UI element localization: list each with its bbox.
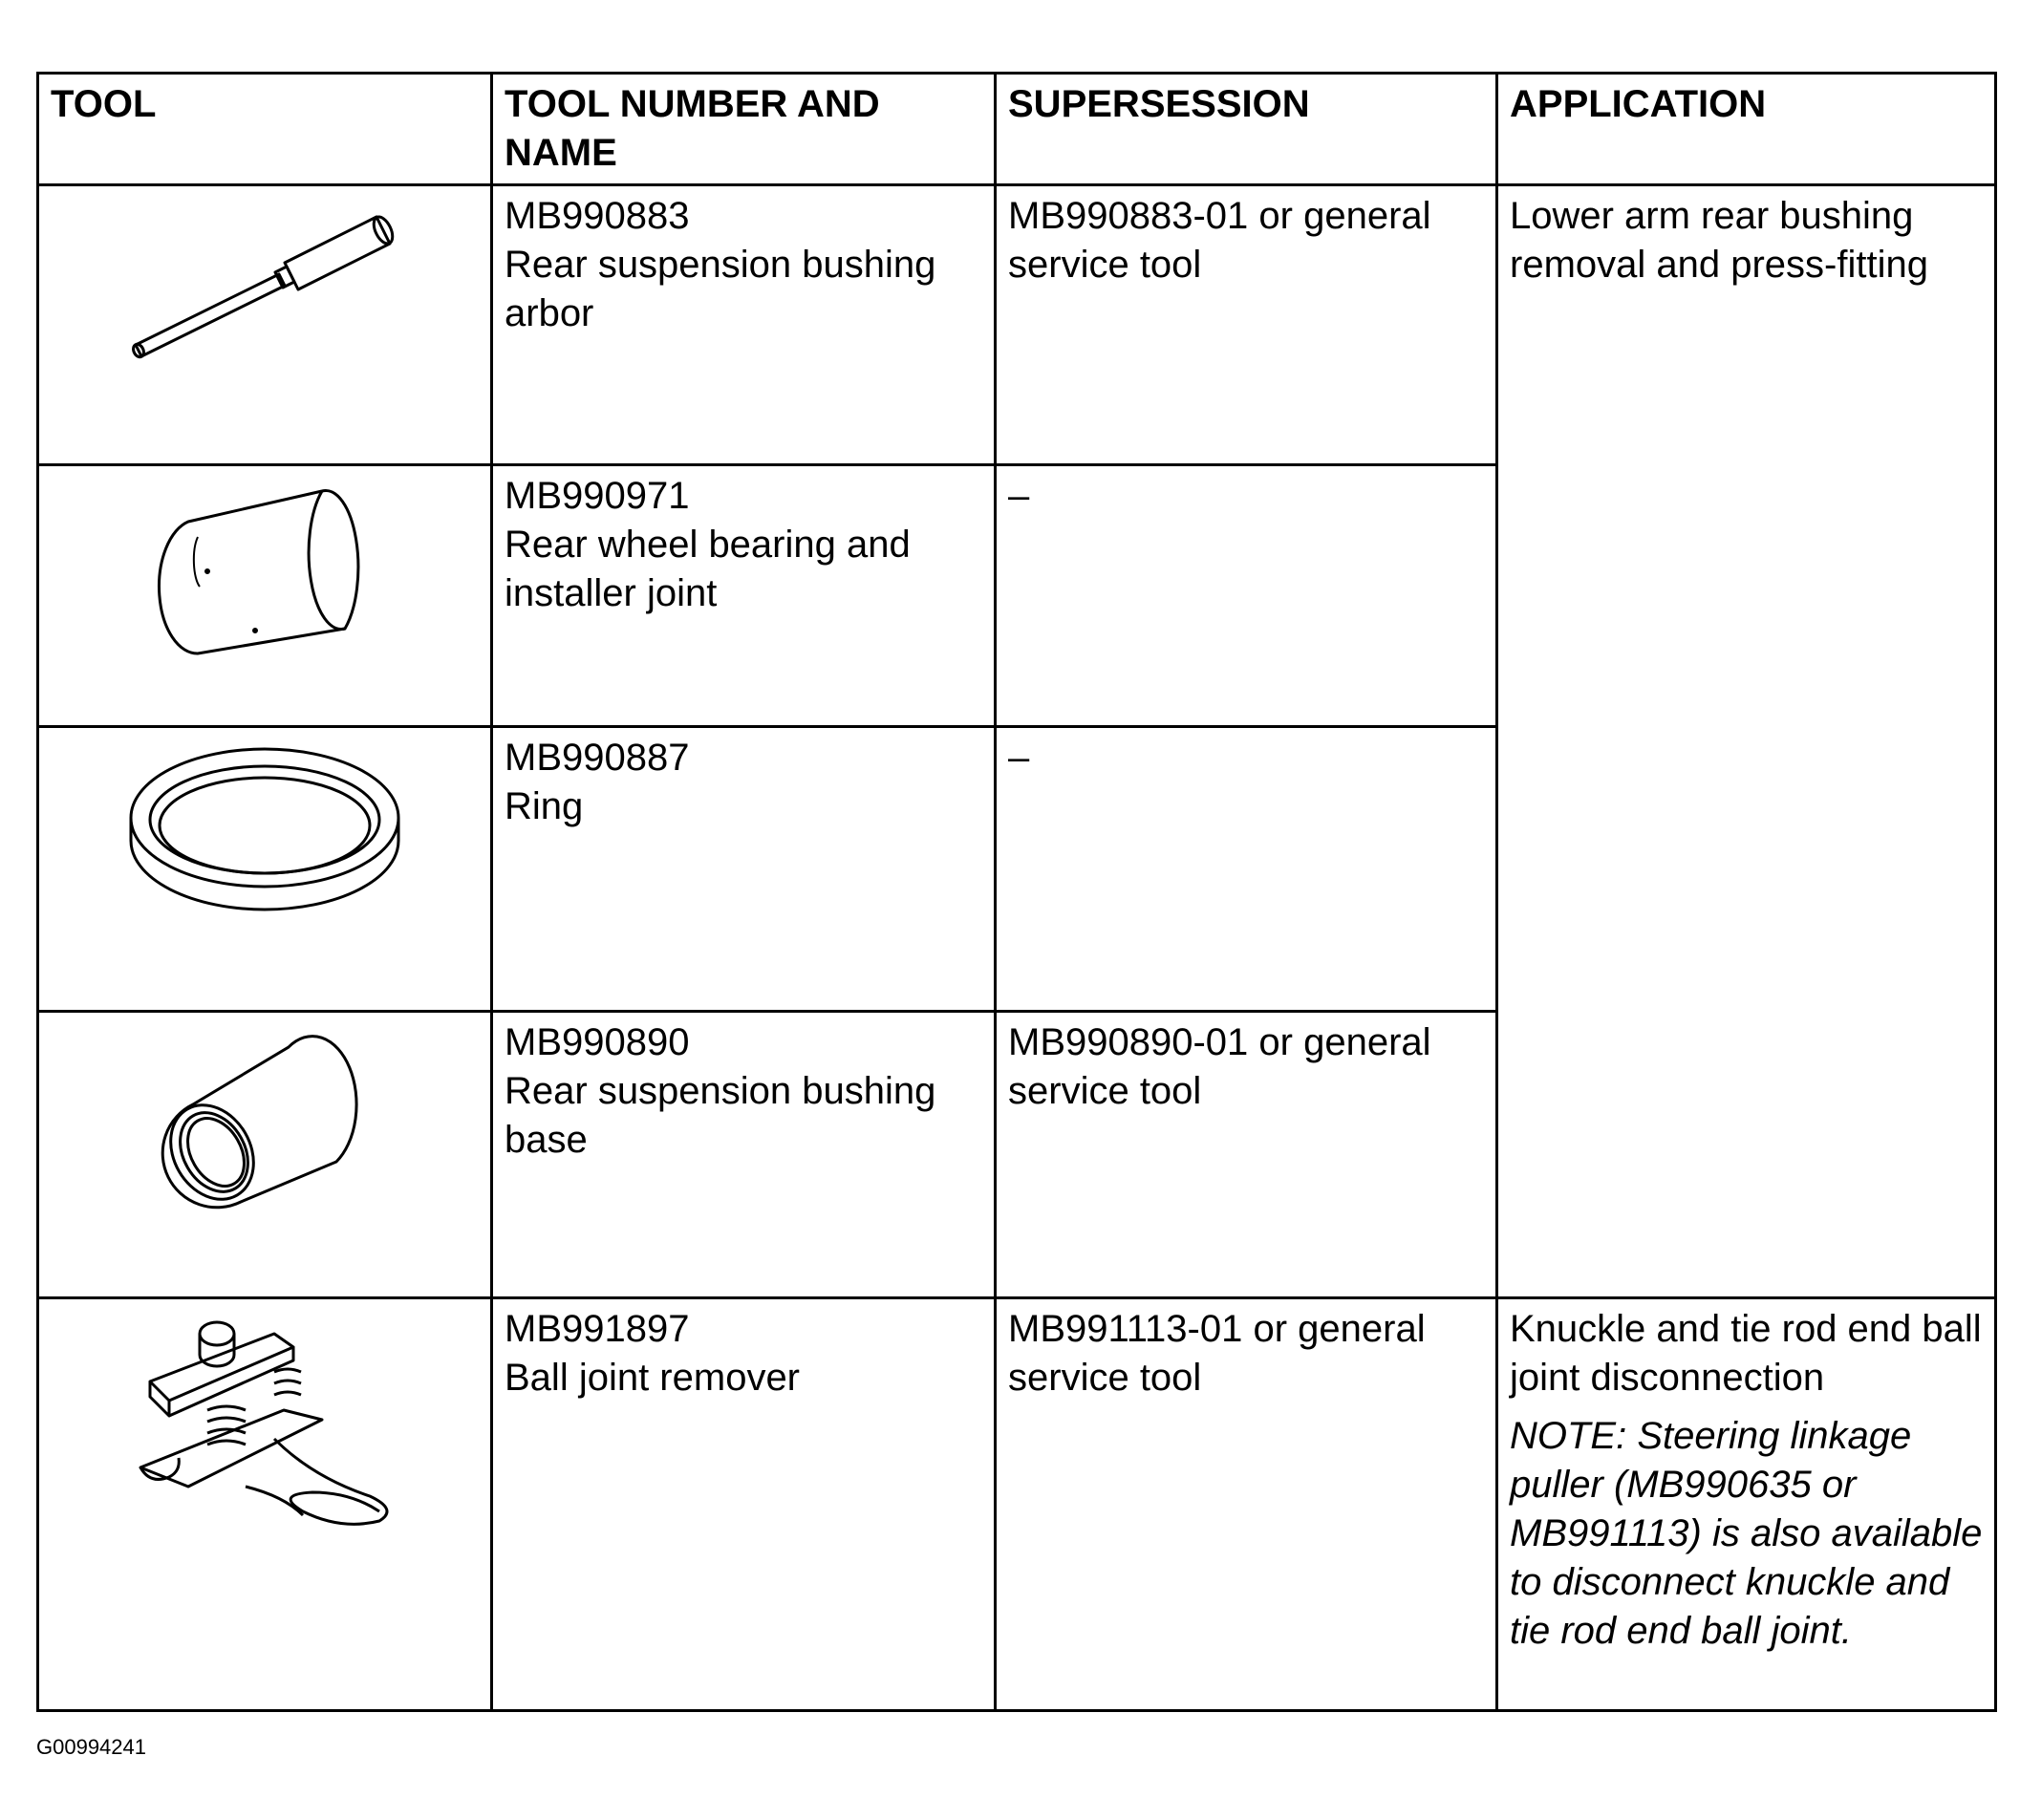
tool-name: Rear suspension bushing arbor	[505, 244, 936, 334]
tool-number: MB990887	[505, 737, 690, 779]
application-cell-bushing	[1497, 185, 1996, 1298]
installer-joint-icon	[140, 472, 389, 663]
tool-number-name-cell	[492, 185, 996, 465]
tool-number-name-cell	[492, 727, 996, 1012]
bushing-base-icon	[155, 1018, 375, 1210]
supersession-cell: –	[996, 465, 1497, 727]
tool-image-cell	[38, 1012, 492, 1298]
table-row	[38, 1298, 1996, 1711]
header-tool-number-name: TOOL NUMBER AND NAME	[492, 74, 996, 185]
supersession-cell: MB990883-01 or general service tool	[996, 185, 1497, 465]
application-text: Knuckle and tie rod end ball joint disconnection	[1510, 1308, 1982, 1399]
tool-image-cell	[38, 1298, 492, 1711]
application-note: NOTE: Steering linkage puller (MB990635 or MB991113) is also available to disconnect knuckle and tie rod end ball joint.	[1510, 1415, 1983, 1652]
tool-number: MB990971	[505, 475, 690, 517]
supersession-cell: MB990890-01 or general service tool	[996, 1012, 1497, 1298]
supersession-cell: MB991113-01 or general service tool	[996, 1298, 1497, 1711]
header-application: APPLICATION	[1497, 74, 1996, 185]
tool-number-name-cell	[492, 1298, 996, 1711]
tool-number: MB991897	[505, 1308, 690, 1350]
header-supersession: SUPERSESSION	[996, 74, 1497, 185]
tool-image-cell	[38, 185, 492, 465]
tool-name: Ball joint remover	[505, 1357, 801, 1399]
special-tools-table	[36, 72, 1997, 1712]
tool-name: Rear suspension bushing base	[505, 1070, 936, 1161]
figure-id: G00994241	[36, 1735, 146, 1759]
tool-number-name-cell	[492, 465, 996, 727]
tool-number: MB990890	[505, 1021, 690, 1063]
header-tool: TOOL	[38, 74, 492, 185]
tool-image-cell	[38, 727, 492, 1012]
tool-name: Ring	[505, 785, 584, 827]
application-text: Lower arm rear bushing removal and press-fitting	[1510, 195, 1928, 286]
application-cell-ball-joint	[1497, 1298, 1996, 1711]
tool-number: MB990883	[505, 195, 690, 237]
supersession-cell: –	[996, 727, 1497, 1012]
tool-name: Rear wheel bearing and installer joint	[505, 524, 911, 614]
bushing-arbor-icon	[107, 192, 422, 383]
tool-number-name-cell	[492, 1012, 996, 1298]
tool-image-cell	[38, 465, 492, 727]
ring-icon	[121, 734, 408, 925]
table-row	[38, 185, 1996, 465]
ball-joint-remover-icon	[131, 1305, 398, 1534]
header-row	[38, 74, 1996, 185]
